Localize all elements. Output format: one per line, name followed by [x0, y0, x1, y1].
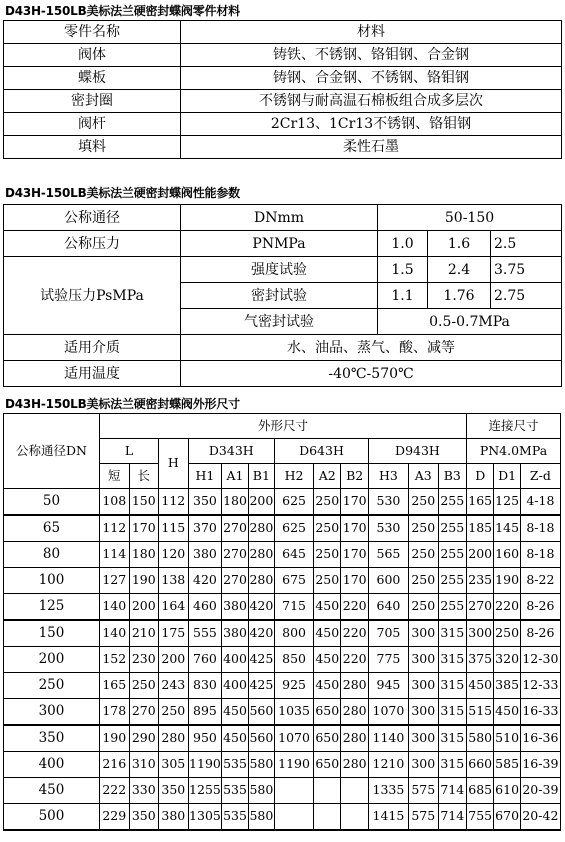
dimension-cell: 350	[129, 804, 159, 831]
dimension-cell	[341, 778, 368, 804]
dimension-cell: 280	[341, 699, 368, 726]
dimension-cell: 510	[494, 725, 520, 752]
dimension-cell: 300	[467, 620, 494, 647]
dimensions-table	[3, 413, 561, 831]
dimension-cell: 165	[99, 673, 129, 699]
dimension-cell: 425	[248, 647, 274, 673]
dimension-cell: 280	[159, 725, 189, 752]
dimension-cell: 300	[408, 752, 438, 778]
dimension-cell: 270	[222, 568, 248, 594]
strength-value: 3.75	[491, 257, 562, 283]
dimension-cell: 250	[159, 699, 189, 726]
dimension-cell: 305	[159, 752, 189, 778]
dimension-cell: 140	[99, 620, 129, 647]
dimension-cell: 20-39	[520, 778, 560, 804]
sub-header: D	[467, 464, 494, 489]
part-material: 铸钢、合金钢、不锈钢、铬钼钢	[181, 67, 562, 90]
nominal-diameter-unit: DNmm	[181, 205, 378, 231]
dimension-cell: 250	[408, 515, 438, 542]
dimension-cell: 140	[99, 594, 129, 621]
dimension-cell: 450	[314, 647, 341, 673]
sub-header: 短	[99, 464, 129, 489]
dimension-cell: 895	[188, 699, 222, 726]
sub-header: B3	[438, 464, 466, 489]
dimension-row	[4, 804, 561, 831]
dimension-cell: 250	[408, 489, 438, 516]
dimension-cell: 385	[494, 673, 520, 699]
sub-header: A3	[408, 464, 438, 489]
dimension-cell	[275, 778, 314, 804]
dn-value: 250	[4, 673, 100, 699]
dimension-row	[4, 673, 561, 699]
dimension-cell: 560	[248, 725, 274, 752]
dimension-cell: 350	[188, 489, 222, 516]
dimension-row	[4, 752, 561, 778]
dn-value: 150	[4, 620, 100, 647]
dimension-cell: 775	[368, 647, 408, 673]
dimension-row	[4, 542, 561, 568]
dimension-cell: 1415	[368, 804, 408, 831]
dimension-cell: 685	[467, 778, 494, 804]
dimension-cell: 180	[129, 542, 159, 568]
dimension-cell: 1255	[188, 778, 222, 804]
dimension-cell: 255	[438, 542, 466, 568]
dimension-row	[4, 620, 561, 647]
d343h-label: D343H	[188, 439, 274, 464]
dimension-cell: 450	[222, 725, 248, 752]
dn-value: 300	[4, 699, 100, 726]
air-test-label: 气密封试验	[181, 309, 378, 335]
dimension-cell: 170	[341, 515, 368, 542]
sub-header: B1	[248, 464, 274, 489]
dimension-cell: 280	[341, 725, 368, 752]
dimension-cell: 250	[129, 673, 159, 699]
dimension-cell: 315	[438, 752, 466, 778]
dimension-cell: 760	[188, 647, 222, 673]
connection-size-label: 连接尺寸	[467, 414, 561, 439]
parts-row	[4, 90, 562, 113]
dimension-cell: 16-36	[520, 725, 560, 752]
dimension-cell: 565	[368, 542, 408, 568]
strength-value: 2.4	[428, 257, 491, 283]
dimension-cell	[341, 804, 368, 831]
dimension-cell: 560	[248, 699, 274, 726]
dn-value: 400	[4, 752, 100, 778]
dimension-cell: 235	[467, 568, 494, 594]
dimension-cell: 8-26	[520, 594, 560, 621]
sub-header: B2	[341, 464, 368, 489]
dn-value: 200	[4, 647, 100, 673]
dimension-cell: 152	[99, 647, 129, 673]
dimension-cell: 255	[438, 568, 466, 594]
part-name: 填料	[4, 136, 181, 159]
dimension-cell: 190	[99, 725, 129, 752]
dimension-cell: 8-18	[520, 515, 560, 542]
dimension-cell: 4-18	[520, 489, 560, 516]
dimension-cell	[314, 804, 341, 831]
performance-table	[3, 204, 562, 387]
dimension-cell: 530	[368, 489, 408, 516]
dimension-cell: 1070	[275, 725, 314, 752]
medium-row	[4, 335, 562, 361]
seal-value: 1.1	[378, 283, 428, 309]
nominal-pressure-unit: PNMPa	[181, 231, 378, 257]
dimension-cell: 460	[188, 594, 222, 621]
dimension-cell: 250	[314, 542, 341, 568]
dimension-row	[4, 594, 561, 621]
dimension-cell: 400	[222, 673, 248, 699]
dimension-cell: 1070	[368, 699, 408, 726]
parts-table	[3, 20, 562, 159]
dimension-cell: 220	[341, 594, 368, 621]
dimension-cell: 625	[275, 515, 314, 542]
dimension-cell: 380	[222, 594, 248, 621]
part-name: 蝶板	[4, 67, 181, 90]
dimension-cell: 138	[159, 568, 189, 594]
dimension-cell: 250	[314, 568, 341, 594]
dimension-cell: 575	[408, 804, 438, 831]
dn-value: 65	[4, 515, 100, 542]
dimension-cell: 280	[248, 568, 274, 594]
dimension-cell: 330	[129, 778, 159, 804]
nominal-diameter-label: 公称通径	[4, 205, 181, 231]
pressure-value: 1.6	[428, 231, 491, 257]
dimension-cell: 200	[129, 594, 159, 621]
part-material: 铸铁、不锈钢、铬钼钢、合金钢	[181, 44, 562, 67]
dn-value: 450	[4, 778, 100, 804]
dimension-cell: 230	[129, 647, 159, 673]
dimension-cell: 165	[467, 489, 494, 516]
dimension-cell: 315	[438, 647, 466, 673]
dimension-cell: 270	[467, 594, 494, 621]
dimension-cell: 125	[494, 489, 520, 516]
dimension-cell: 530	[368, 515, 408, 542]
dn-value: 500	[4, 804, 100, 831]
sub-header: Z-d	[520, 464, 560, 489]
dimension-cell: 625	[275, 489, 314, 516]
nominal-diameter-value: 50-150	[378, 205, 562, 231]
dimension-cell: 216	[99, 752, 129, 778]
dimension-cell: 150	[129, 489, 159, 516]
dimension-cell: 270	[222, 515, 248, 542]
dimension-cell: 535	[222, 804, 248, 831]
dimension-cell: 250	[494, 620, 520, 647]
parts-header-material: 材料	[181, 21, 562, 44]
dimension-cell: 114	[99, 542, 129, 568]
sub-header: H2	[275, 464, 314, 489]
dimension-cell: 315	[438, 620, 466, 647]
dimension-cell: 210	[129, 620, 159, 647]
part-name: 阀体	[4, 44, 181, 67]
dimension-cell: 575	[408, 778, 438, 804]
dimensions-heading: D43H-150LB美标法兰硬密封蝶阀外形尺寸	[5, 397, 240, 411]
dimension-cell: 222	[99, 778, 129, 804]
dn-label: 公称通径DN	[4, 414, 100, 489]
dimension-cell: 830	[188, 673, 222, 699]
dimension-cell: 535	[222, 778, 248, 804]
dimension-cell: 645	[275, 542, 314, 568]
dimensions-body	[4, 489, 561, 831]
dimension-cell: 170	[341, 568, 368, 594]
dimension-cell: 380	[159, 804, 189, 831]
medium-value: 水、油品、蒸气、酸、减等	[181, 335, 562, 361]
dimension-cell: 670	[494, 804, 520, 831]
d643h-label: D643H	[275, 439, 369, 464]
dimension-cell: 185	[467, 515, 494, 542]
dimension-cell: 200	[467, 542, 494, 568]
dimension-cell: 255	[438, 489, 466, 516]
dimension-row	[4, 568, 561, 594]
dimension-cell: 250	[314, 515, 341, 542]
nominal-pressure-row	[4, 231, 562, 257]
dimension-cell: 315	[438, 699, 466, 726]
dimension-cell: 610	[494, 778, 520, 804]
dimension-cell	[275, 804, 314, 831]
dimension-cell: 220	[494, 594, 520, 621]
dimension-cell: 229	[99, 804, 129, 831]
dimension-cell: 755	[467, 804, 494, 831]
dimension-row	[4, 489, 561, 516]
sub-header: H1	[188, 464, 222, 489]
dimension-cell: 650	[314, 752, 341, 778]
dimension-cell: 243	[159, 673, 189, 699]
dimension-row	[4, 515, 561, 542]
dimension-cell: 315	[438, 673, 466, 699]
dimension-cell: 850	[275, 647, 314, 673]
parts-header-name: 零件名称	[4, 21, 181, 44]
sub-header: D1	[494, 464, 520, 489]
dimension-cell: 450	[314, 620, 341, 647]
dimension-cell: 170	[341, 489, 368, 516]
dimension-cell: 280	[248, 542, 274, 568]
dimension-cell: 220	[341, 620, 368, 647]
dimension-cell: 420	[188, 568, 222, 594]
sub-header: A1	[222, 464, 248, 489]
dimension-cell: 220	[341, 647, 368, 673]
dimension-cell: 600	[368, 568, 408, 594]
dimension-cell: 580	[467, 725, 494, 752]
dimension-cell: 925	[275, 673, 314, 699]
sub-header: A2	[314, 464, 341, 489]
dimension-cell: 120	[159, 542, 189, 568]
dimension-cell: 640	[368, 594, 408, 621]
dimension-cell: 255	[438, 515, 466, 542]
dimension-cell: 145	[494, 515, 520, 542]
dimension-cell: 170	[129, 515, 159, 542]
dimension-cell: 1335	[368, 778, 408, 804]
dimension-cell: 375	[467, 647, 494, 673]
part-material: 2Cr13、1Cr13不锈钢、铬钼钢	[181, 113, 562, 136]
dimension-cell: 190	[494, 568, 520, 594]
dimension-cell: 108	[99, 489, 129, 516]
dimension-cell: 300	[408, 620, 438, 647]
dimension-cell: 300	[408, 699, 438, 726]
air-test-value: 0.5-0.7MPa	[378, 309, 562, 335]
dimension-cell: 1035	[275, 699, 314, 726]
dn-value: 125	[4, 594, 100, 621]
dimension-cell: 300	[408, 647, 438, 673]
dimension-cell: 250	[314, 489, 341, 516]
dimension-cell: 650	[314, 725, 341, 752]
parts-row	[4, 136, 562, 159]
dimension-cell: 290	[129, 725, 159, 752]
strength-test-label: 强度试验	[181, 257, 378, 283]
dimension-cell: 715	[275, 594, 314, 621]
dimension-cell: 450	[222, 699, 248, 726]
dimension-cell: 380	[188, 542, 222, 568]
part-material: 不锈钢与耐高温石棉板组合成多层次	[181, 90, 562, 113]
dimension-cell	[314, 778, 341, 804]
dimension-cell: 255	[438, 594, 466, 621]
parts-heading: D43H-150LB美标法兰硬密封蝶阀零件材料	[5, 4, 240, 18]
dimension-cell: 585	[494, 752, 520, 778]
dimension-cell: 112	[159, 489, 189, 516]
dimension-cell: 1190	[188, 752, 222, 778]
parts-row	[4, 44, 562, 67]
dimension-cell: 250	[408, 568, 438, 594]
outer-size-label: 外形尺寸	[99, 414, 466, 439]
dimension-cell: 425	[248, 673, 274, 699]
pressure-value: 2.5	[491, 231, 562, 257]
dimension-cell: 580	[248, 752, 274, 778]
seal-value: 2.75	[491, 283, 562, 309]
temperature-value: -40℃-570℃	[181, 361, 562, 387]
dimension-cell: 190	[129, 568, 159, 594]
dimension-cell: 300	[408, 673, 438, 699]
dimension-cell: 280	[248, 515, 274, 542]
dimension-cell: 164	[159, 594, 189, 621]
dimension-cell: 115	[159, 515, 189, 542]
dn-value: 50	[4, 489, 100, 516]
dimension-cell: 1190	[275, 752, 314, 778]
seal-value: 1.76	[428, 283, 491, 309]
dimension-cell: 950	[188, 725, 222, 752]
pressure-value: 1.0	[378, 231, 428, 257]
nominal-diameter-row	[4, 205, 562, 231]
dimension-cell: 250	[408, 542, 438, 568]
part-material: 柔性石墨	[181, 136, 562, 159]
dimension-cell: 660	[467, 752, 494, 778]
part-name: 密封圈	[4, 90, 181, 113]
dimension-cell: 380	[222, 620, 248, 647]
dimension-cell: 450	[314, 594, 341, 621]
dimension-cell: 270	[129, 699, 159, 726]
dimension-row	[4, 647, 561, 673]
sub-header: H3	[368, 464, 408, 489]
dimension-cell: 450	[314, 673, 341, 699]
dimension-cell: 420	[248, 620, 274, 647]
d943h-label: D943H	[368, 439, 466, 464]
dimension-cell: 1140	[368, 725, 408, 752]
dimension-cell: 1305	[188, 804, 222, 831]
dimension-cell: 315	[438, 725, 466, 752]
dimension-cell: 450	[494, 699, 520, 726]
dimension-cell: 705	[368, 620, 408, 647]
dimension-cell: 16-33	[520, 699, 560, 726]
dimension-cell: 675	[275, 568, 314, 594]
dn-value: 350	[4, 725, 100, 752]
dimension-cell: 175	[159, 620, 189, 647]
temperature-row	[4, 361, 562, 387]
dimension-cell: 714	[438, 778, 466, 804]
dimension-cell: 200	[159, 647, 189, 673]
dimension-cell: 535	[222, 752, 248, 778]
dimension-cell: 178	[99, 699, 129, 726]
dimension-cell: 515	[467, 699, 494, 726]
sub-header: 长	[129, 464, 159, 489]
dimension-cell: 160	[494, 542, 520, 568]
dimension-cell: 450	[467, 673, 494, 699]
dimension-cell: 127	[99, 568, 129, 594]
dimension-cell: 800	[275, 620, 314, 647]
l-label: L	[99, 439, 158, 464]
dimension-row	[4, 725, 561, 752]
dn-value: 100	[4, 568, 100, 594]
dimension-cell: 8-18	[520, 542, 560, 568]
seal-test-label: 密封试验	[181, 283, 378, 309]
dimension-cell: 280	[341, 673, 368, 699]
performance-heading: D43H-150LB美标法兰硬密封蝶阀性能参数	[5, 186, 240, 200]
temperature-label: 适用温度	[4, 361, 181, 387]
dimension-cell: 1210	[368, 752, 408, 778]
dimension-cell: 8-26	[520, 620, 560, 647]
dimensions-header-row-1	[4, 414, 561, 439]
dimension-cell: 310	[129, 752, 159, 778]
strength-value: 1.5	[378, 257, 428, 283]
nominal-pressure-label: 公称压力	[4, 231, 181, 257]
dimension-cell: 8-22	[520, 568, 560, 594]
dimension-cell: 112	[99, 515, 129, 542]
dimension-cell: 555	[188, 620, 222, 647]
strength-test-row	[4, 257, 562, 283]
dimension-cell: 945	[368, 673, 408, 699]
dimension-cell: 16-39	[520, 752, 560, 778]
dimension-cell: 580	[248, 804, 274, 831]
dimension-cell: 650	[314, 699, 341, 726]
part-name: 阀杆	[4, 113, 181, 136]
dimension-cell: 420	[248, 594, 274, 621]
parts-header-row	[4, 21, 562, 44]
dimension-cell: 350	[159, 778, 189, 804]
h-label: H	[159, 439, 189, 489]
dimension-cell: 170	[341, 542, 368, 568]
dimension-cell: 180	[222, 489, 248, 516]
dimension-row	[4, 778, 561, 804]
dimension-cell: 12-33	[520, 673, 560, 699]
dimension-cell: 20-42	[520, 804, 560, 831]
medium-label: 适用介质	[4, 335, 181, 361]
dimension-cell: 270	[222, 542, 248, 568]
dimension-cell: 580	[248, 778, 274, 804]
dimension-cell: 400	[222, 647, 248, 673]
test-pressure-label: 试验压力PsMPa	[4, 257, 181, 335]
dimension-cell: 714	[438, 804, 466, 831]
dimension-row	[4, 699, 561, 726]
dimension-cell: 250	[408, 594, 438, 621]
parts-row	[4, 67, 562, 90]
dimension-cell: 200	[248, 489, 274, 516]
dimension-cell: 300	[408, 725, 438, 752]
dimension-cell: 320	[494, 647, 520, 673]
pn-label: PN4.0MPa	[467, 439, 561, 464]
dimension-cell: 280	[341, 752, 368, 778]
parts-row	[4, 113, 562, 136]
dn-value: 80	[4, 542, 100, 568]
dimension-cell: 370	[188, 515, 222, 542]
dimension-cell: 12-30	[520, 647, 560, 673]
